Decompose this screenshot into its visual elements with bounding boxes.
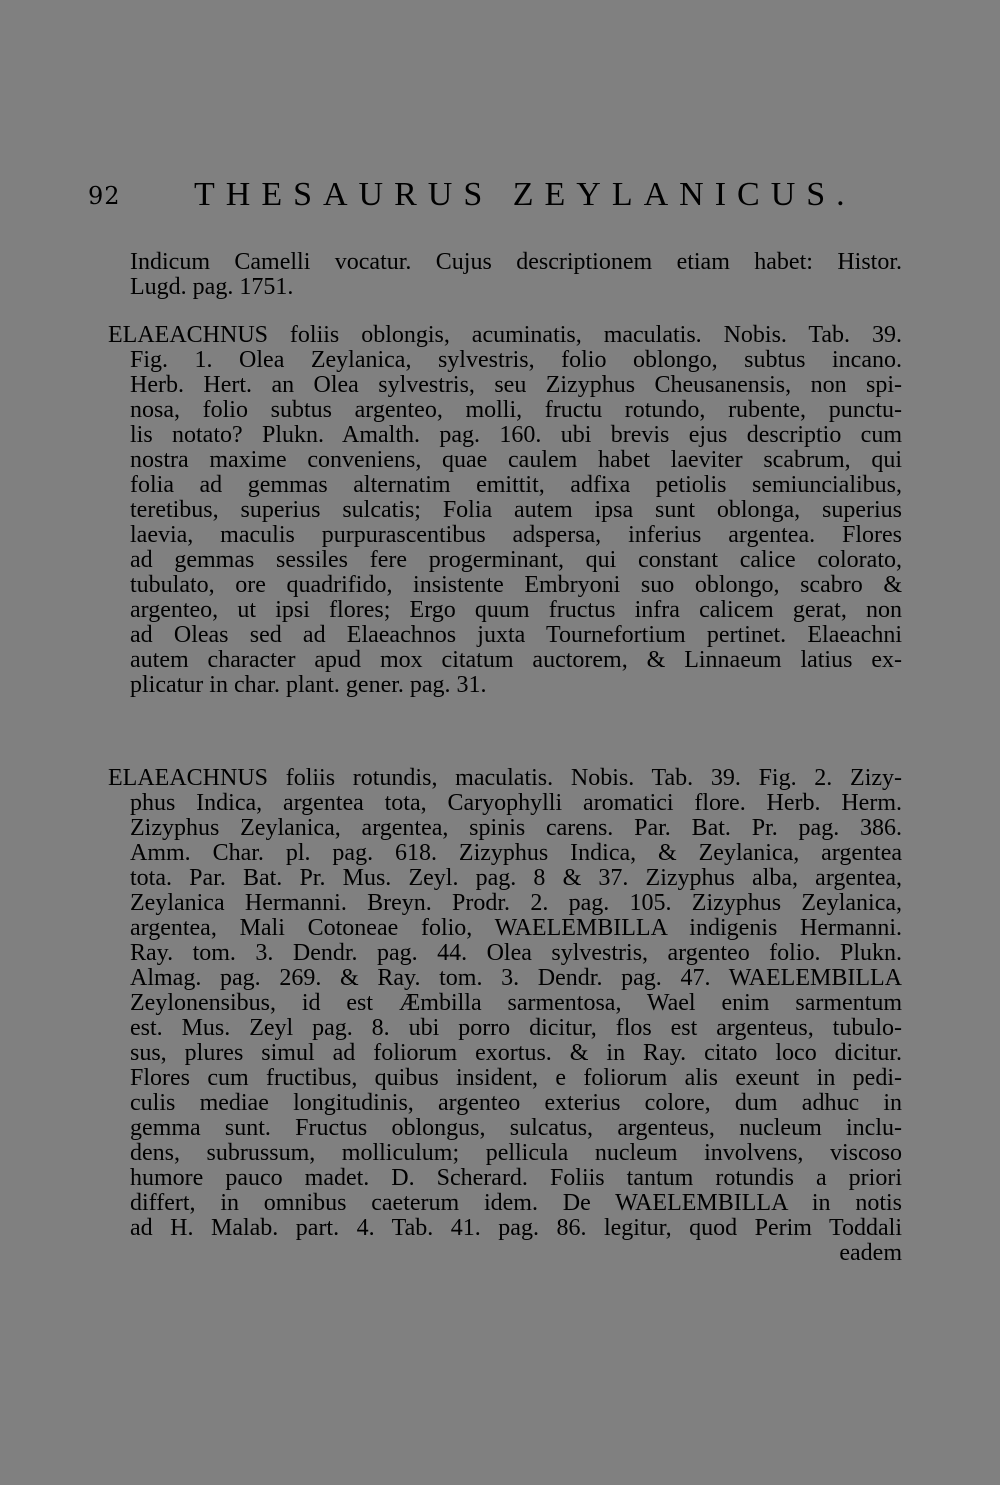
text-line: Herb. Hert. an Olea sylvestris, seu Zizyphus Cheusanensis, non spi- (130, 373, 902, 398)
text-line: Lugd. pag. 1751. (130, 275, 294, 300)
text-line: Zeylonensibus, id est Æmbilla sarmentosa, Wael enim sarmentum (130, 991, 902, 1016)
text-line: culis mediae longitudinis, argenteo exterius colore, dum adhuc in (130, 1091, 902, 1116)
text-line: tota. Par. Bat. Pr. Mus. Zeyl. pag. 8 & 37. Zizyphus alba, argentea, (130, 866, 902, 891)
text-line: nosa, folio subtus argenteo, molli, fructu rotundo, rubente, punctu- (130, 398, 902, 423)
text-line: Indicum Camelli vocatur. Cujus descriptionem etiam habet: Histor. (130, 250, 902, 275)
text-line: autem character apud mox citatum auctorem, & Linnaeum latius ex- (130, 648, 902, 673)
text-line: Ray. tom. 3. Dendr. pag. 44. Olea sylvestris, argenteo folio. Plukn. (130, 941, 902, 966)
text-line: nostra maxime conveniens, quae caulem habet laeviter scabrum, qui (130, 448, 902, 473)
text-line: est. Mus. Zeyl pag. 8. ubi porro dicitur, flos est argenteus, tubulo- (130, 1016, 902, 1041)
paragraph-continuation (130, 250, 902, 300)
page-header (88, 176, 902, 216)
running-title: THESAURUS ZEYLANICUS. (194, 176, 856, 213)
page-number: 92 (88, 182, 121, 210)
text-line: Fig. 1. Olea Zeylanica, sylvestris, folio oblongo, subtus incano. (130, 348, 902, 373)
text-line: ad Oleas sed ad Elaeachnos juxta Tournefortium pertinet. Elaeachni (130, 623, 902, 648)
text-line: ELAEACHNUS foliis rotundis, maculatis. Nobis. Tab. 39. Fig. 2. Zizy- (108, 766, 902, 791)
text-line: phus Indica, argentea tota, Caryophylli aromatici flore. Herb. Herm. (130, 791, 902, 816)
text-line: teretibus, superius sulcatis; Folia autem ipsa sunt oblonga, superius (130, 498, 902, 523)
text-line: tubulato, ore quadrifido, insistente Embryoni suo oblongo, scabro & (130, 573, 902, 598)
text-line: sus, plures simul ad foliorum exortus. & in Ray. citato loco dicitur. (130, 1041, 902, 1066)
text-line: plicatur in char. plant. gener. pag. 31. (130, 673, 487, 698)
text-line: Zizyphus Zeylanica, argentea, spinis carens. Par. Bat. Pr. pag. 386. (130, 816, 902, 841)
text-line: dens, subrussum, molliculum; pellicula nucleum involvens, viscoso (130, 1141, 902, 1166)
text-line: humore pauco madet. D. Scherard. Foliis tantum rotundis a priori (130, 1166, 902, 1191)
text-line: Zeylanica Hermanni. Breyn. Prodr. 2. pag. 105. Zizyphus Zeylanica, (130, 891, 902, 916)
paragraph-elaeachnus-oblongis (108, 323, 902, 698)
text-line: Flores cum fructibus, quibus insident, e foliorum alis exeunt in pedi- (130, 1066, 902, 1091)
text-line: gemma sunt. Fructus oblongus, sulcatus, argenteus, nucleum inclu- (130, 1116, 902, 1141)
text-line: Almag. pag. 269. & Ray. tom. 3. Dendr. pag. 47. WAELEMBILLA (130, 966, 902, 991)
text-line: ad gemmas sessiles fere progerminant, qui constant calice colorato, (130, 548, 902, 573)
text-line: differt, in omnibus caeterum idem. De WAELEMBILLA in notis (130, 1191, 902, 1216)
catchword: eadem (839, 1241, 902, 1266)
text-line: folia ad gemmas alternatim emittit, adfixa petiolis semiuncialibus, (130, 473, 902, 498)
text-line: Amm. Char. pl. pag. 618. Zizyphus Indica, & Zeylanica, argentea (130, 841, 902, 866)
text-line: argentea, Mali Cotoneae folio, WAELEMBILLA indigenis Hermanni. (130, 916, 902, 941)
paragraph-elaeachnus-rotundis (108, 766, 902, 1266)
text-line: ELAEACHNUS foliis oblongis, acuminatis, maculatis. Nobis. Tab. 39. (108, 323, 902, 348)
text-line: argenteo, ut ipsi flores; Ergo quum fructus infra calicem gerat, non (130, 598, 902, 623)
text-line: laevia, maculis purpurascentibus adspersa, inferius argentea. Flores (130, 523, 902, 548)
text-line: ad H. Malab. part. 4. Tab. 41. pag. 86. legitur, quod Perim Toddali (130, 1216, 902, 1241)
text-line: lis notato? Plukn. Amalth. pag. 160. ubi brevis ejus descriptio cum (130, 423, 902, 448)
